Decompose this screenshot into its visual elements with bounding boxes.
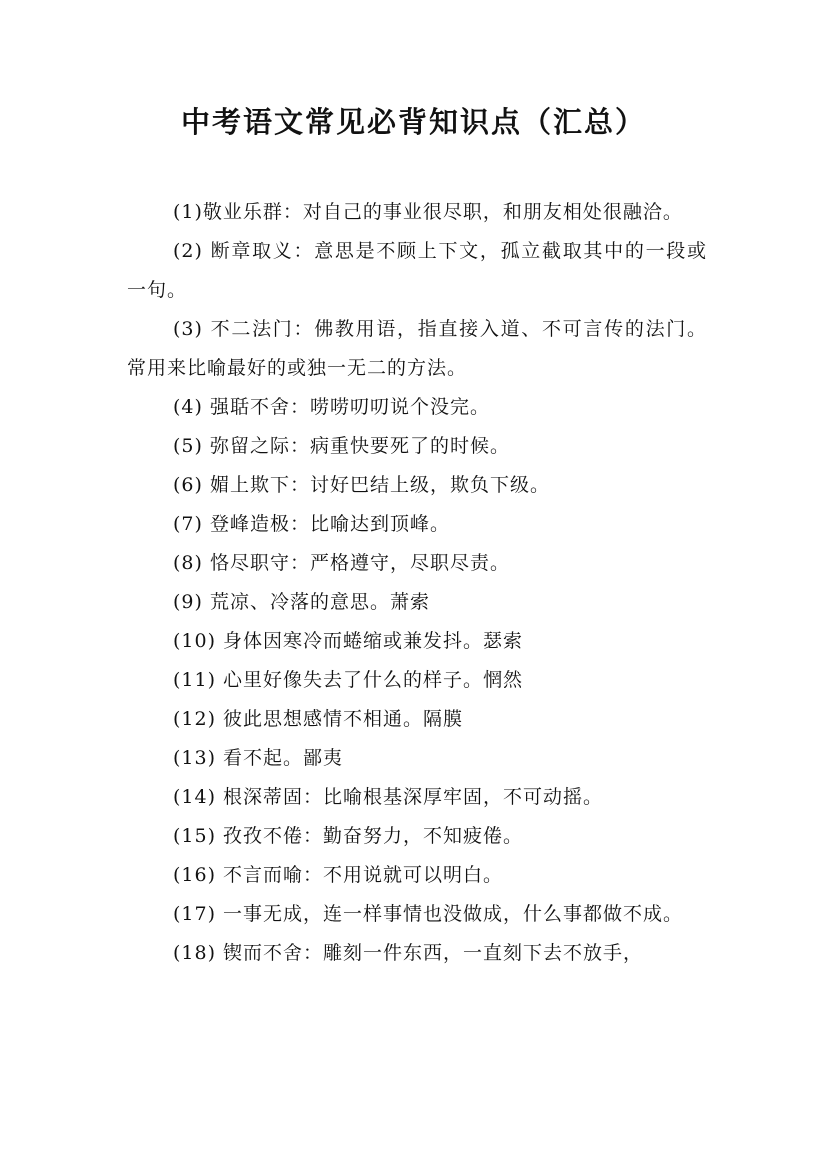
entry-3: (3) 不二法门：佛教用语，指直接入道、不可言传的法门。常用来比喻最好的或独一无二的方法。 [127,318,707,379]
entry-4: (4) 强聒不舍：唠唠叨叨说个没完。 [173,396,490,418]
entry-2: (2) 断章取义：意思是不顾上下文，孤立截取其中的一段或一句。 [127,240,707,301]
entry-11: (11) 心里好像失去了什么的样子。惘然 [173,669,524,691]
entry-12: (12) 彼此思想感情不相通。隔膜 [173,708,464,730]
entry-list [127,193,707,973]
entry-16: (16) 不言而喻：不用说就可以明白。 [173,864,504,886]
entry-15: (15) 孜孜不倦：勤奋努力，不知疲倦。 [173,825,524,847]
entry-14: (14) 根深蒂固：比喻根基深厚牢固，不可动摇。 [173,786,604,808]
entry-8: (8) 恪尽职守：严格遵守，尽职尽责。 [173,552,510,574]
entry-6: (6) 媚上欺下：讨好巴结上级，欺负下级。 [173,474,550,496]
entry-18: (18) 锲而不舍：雕刻一件东西，一直刻下去不放手， [173,942,644,964]
entry-10: (10) 身体因寒冷而蜷缩或兼发抖。瑟索 [173,630,524,652]
entry-1: (1)敬业乐群：对自己的事业很尽职，和朋友相处很融洽。 [173,201,683,223]
entry-13: (13) 看不起。鄙夷 [173,747,344,769]
entry-7: (7) 登峰造极：比喻达到顶峰。 [173,513,450,535]
entry-5: (5) 弥留之际：病重快要死了的时候。 [173,435,510,457]
entry-9: (9) 荒凉、冷落的意思。萧索 [173,591,430,613]
document-title: 中考语文常见必背知识点（汇总） [180,105,646,139]
entry-17: (17) 一事无成，连一样事情也没做成，什么事都做不成。 [173,903,684,925]
